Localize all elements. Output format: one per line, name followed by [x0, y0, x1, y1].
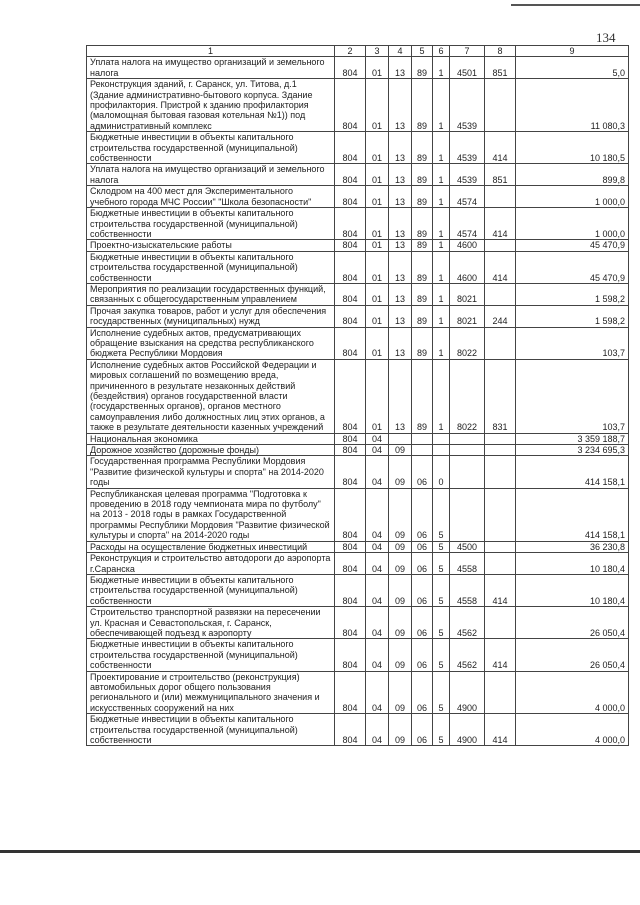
ministry-code: 804 — [335, 607, 366, 639]
subprogram-code: 1 — [433, 251, 450, 283]
program-code: 89 — [412, 283, 433, 305]
program-code: 89 — [412, 305, 433, 327]
subsection-code: 13 — [389, 359, 412, 433]
amount: 103,7 — [516, 359, 629, 433]
amount: 414 158,1 — [516, 456, 629, 488]
amount: 103,7 — [516, 327, 629, 359]
target-article-code — [450, 488, 485, 541]
table-row — [87, 164, 629, 186]
section-code: 04 — [366, 433, 389, 444]
budget-table — [86, 45, 629, 746]
row-description: Проектно-изыскательские работы — [87, 240, 335, 251]
section-code: 04 — [366, 714, 389, 746]
subsection-code: 13 — [389, 327, 412, 359]
target-article-code: 8021 — [450, 283, 485, 305]
section-code: 04 — [366, 541, 389, 552]
section-code: 01 — [366, 283, 389, 305]
ministry-code: 804 — [335, 671, 366, 714]
amount: 11 080,3 — [516, 79, 629, 132]
amount: 26 050,4 — [516, 639, 629, 671]
row-description: Бюджетные инвестиции в объекты капитального строительства государственной (муниципальной) собственности — [87, 574, 335, 606]
ministry-code: 804 — [335, 79, 366, 132]
subprogram-code: 5 — [433, 574, 450, 606]
header-cell: 9 — [516, 46, 629, 57]
amount: 1 598,2 — [516, 283, 629, 305]
table-row — [87, 574, 629, 606]
target-article-code: 4500 — [450, 541, 485, 552]
section-code: 01 — [366, 132, 389, 164]
expense-type-code — [485, 553, 516, 575]
program-code: 06 — [412, 574, 433, 606]
target-article-code: 4600 — [450, 251, 485, 283]
section-code: 04 — [366, 488, 389, 541]
table-row — [87, 57, 629, 79]
subsection-code: 09 — [389, 639, 412, 671]
amount: 10 180,5 — [516, 132, 629, 164]
target-article-code — [450, 445, 485, 456]
header-cell: 2 — [335, 46, 366, 57]
row-description: Бюджетные инвестиции в объекты капитального строительства государственной (муниципальной) собственности — [87, 251, 335, 283]
section-code: 01 — [366, 208, 389, 240]
expense-type-code: 851 — [485, 57, 516, 79]
section-code: 01 — [366, 79, 389, 132]
header-cell: 1 — [87, 46, 335, 57]
subprogram-code: 1 — [433, 327, 450, 359]
subsection-code: 13 — [389, 57, 412, 79]
section-code: 01 — [366, 327, 389, 359]
target-article-code: 8021 — [450, 305, 485, 327]
row-description: Бюджетные инвестиции в объекты капитального строительства государственной (муниципальной) собственности — [87, 208, 335, 240]
table-row — [87, 251, 629, 283]
table-row — [87, 714, 629, 746]
program-code: 89 — [412, 327, 433, 359]
ministry-code: 804 — [335, 208, 366, 240]
amount: 4 000,0 — [516, 671, 629, 714]
section-code: 04 — [366, 639, 389, 671]
ministry-code: 804 — [335, 488, 366, 541]
header-cell: 5 — [412, 46, 433, 57]
top-edge-rule — [511, 4, 640, 6]
expense-type-code: 831 — [485, 359, 516, 433]
expense-type-code: 414 — [485, 714, 516, 746]
amount: 1 000,0 — [516, 208, 629, 240]
ministry-code: 804 — [335, 359, 366, 433]
subprogram-code: 5 — [433, 541, 450, 552]
header-cell: 3 — [366, 46, 389, 57]
ministry-code: 804 — [335, 251, 366, 283]
subprogram-code: 0 — [433, 456, 450, 488]
subprogram-code: 1 — [433, 359, 450, 433]
row-description: Строительство транспортной развязки на пересечении ул. Красная и Севастопольская, г. Саранск, обеспечивающей подъезд к аэропорту — [87, 607, 335, 639]
program-code: 89 — [412, 79, 433, 132]
amount: 45 470,9 — [516, 240, 629, 251]
program-code: 06 — [412, 456, 433, 488]
table-row — [87, 639, 629, 671]
ministry-code: 804 — [335, 714, 366, 746]
amount: 1 000,0 — [516, 186, 629, 208]
subsection-code: 09 — [389, 445, 412, 456]
ministry-code: 804 — [335, 327, 366, 359]
subsection-code: 09 — [389, 541, 412, 552]
subprogram-code — [433, 433, 450, 444]
subsection-code: 13 — [389, 305, 412, 327]
target-article-code: 4574 — [450, 186, 485, 208]
table-row — [87, 359, 629, 433]
target-article-code: 4574 — [450, 208, 485, 240]
subprogram-code: 1 — [433, 164, 450, 186]
target-article-code: 8022 — [450, 327, 485, 359]
row-description: Исполнение судебных актов, предусматривающих обращение взыскания на средства республиканского бюджета Республики Мордовия — [87, 327, 335, 359]
bottom-edge-rule — [0, 850, 640, 853]
row-description: Республиканская целевая программа "Подготовка к проведению в 2018 году чемпионата мира по футболу" на 2013 - 2018 годы в рамках Государственной программы Республики Мордовия "Развитие физической культуры и спорта" на 2014-2020 годы — [87, 488, 335, 541]
subprogram-code: 1 — [433, 305, 450, 327]
row-description: Мероприятия по реализации государственных функций, связанных с общегосударственным управлением — [87, 283, 335, 305]
program-code: 89 — [412, 132, 433, 164]
subprogram-code: 5 — [433, 639, 450, 671]
section-code: 04 — [366, 456, 389, 488]
subsection-code: 09 — [389, 456, 412, 488]
section-code: 01 — [366, 251, 389, 283]
amount: 10 180,4 — [516, 553, 629, 575]
amount: 36 230,8 — [516, 541, 629, 552]
page-number: 134 — [596, 30, 616, 45]
expense-type-code: 414 — [485, 639, 516, 671]
table-row — [87, 671, 629, 714]
amount: 45 470,9 — [516, 251, 629, 283]
ministry-code: 804 — [335, 132, 366, 164]
expense-type-code — [485, 327, 516, 359]
row-description: Проектирование и строительство (реконструкция) автомобильных дорог общего пользования регионального и (или) межмуниципального значения и искусственных сооружений на них — [87, 671, 335, 714]
ministry-code: 804 — [335, 164, 366, 186]
subsection-code: 13 — [389, 164, 412, 186]
program-code: 06 — [412, 488, 433, 541]
header-cell: 7 — [450, 46, 485, 57]
subprogram-code: 1 — [433, 283, 450, 305]
expense-type-code: 414 — [485, 132, 516, 164]
section-code: 04 — [366, 607, 389, 639]
row-description: Национальная экономика — [87, 433, 335, 444]
table-row — [87, 283, 629, 305]
target-article-code — [450, 456, 485, 488]
header-cell: 4 — [389, 46, 412, 57]
table-body — [87, 46, 629, 746]
expense-type-code: 414 — [485, 574, 516, 606]
subsection-code: 13 — [389, 251, 412, 283]
table-row — [87, 208, 629, 240]
row-description: Исполнение судебных актов Российской Федерации и мировых соглашений по возмещению вреда, причиненного в результате незаконных действий (бездействия) органов государственной власти (государственных органов), органов местного самоуправления либо должностных лиц этих органов, а также в результате деятельности казенных учреждений — [87, 359, 335, 433]
subprogram-code: 5 — [433, 488, 450, 541]
table-row — [87, 186, 629, 208]
expense-type-code: 244 — [485, 305, 516, 327]
table-row — [87, 433, 629, 444]
target-article-code: 4539 — [450, 164, 485, 186]
table-row — [87, 327, 629, 359]
table-row — [87, 607, 629, 639]
table-row — [87, 488, 629, 541]
target-article-code: 4558 — [450, 553, 485, 575]
header-cell: 6 — [433, 46, 450, 57]
subprogram-code: 5 — [433, 607, 450, 639]
subprogram-code: 5 — [433, 671, 450, 714]
amount: 4 000,0 — [516, 714, 629, 746]
program-code: 06 — [412, 541, 433, 552]
expense-type-code — [485, 607, 516, 639]
section-code: 04 — [366, 553, 389, 575]
ministry-code: 804 — [335, 445, 366, 456]
table-row — [87, 456, 629, 488]
section-code: 01 — [366, 164, 389, 186]
expense-type-code — [485, 79, 516, 132]
program-code: 06 — [412, 714, 433, 746]
ministry-code: 804 — [335, 305, 366, 327]
ministry-code: 804 — [335, 57, 366, 79]
row-description: Бюджетные инвестиции в объекты капитального строительства государственной (муниципальной) собственности — [87, 132, 335, 164]
amount: 10 180,4 — [516, 574, 629, 606]
program-code: 89 — [412, 359, 433, 433]
ministry-code: 804 — [335, 186, 366, 208]
expense-type-code — [485, 240, 516, 251]
target-article-code: 4501 — [450, 57, 485, 79]
table-row — [87, 305, 629, 327]
subprogram-code — [433, 445, 450, 456]
target-article-code: 4562 — [450, 639, 485, 671]
subprogram-code: 1 — [433, 186, 450, 208]
subsection-code: 09 — [389, 574, 412, 606]
amount: 5,0 — [516, 57, 629, 79]
target-article-code: 4562 — [450, 607, 485, 639]
amount: 3 234 695,3 — [516, 445, 629, 456]
section-code: 04 — [366, 445, 389, 456]
table-row — [87, 79, 629, 132]
ministry-code: 804 — [335, 433, 366, 444]
subprogram-code: 1 — [433, 208, 450, 240]
subsection-code: 09 — [389, 553, 412, 575]
amount: 1 598,2 — [516, 305, 629, 327]
expense-type-code — [485, 488, 516, 541]
program-code: 06 — [412, 639, 433, 671]
target-article-code: 8022 — [450, 359, 485, 433]
target-article-code: 4558 — [450, 574, 485, 606]
ministry-code: 804 — [335, 639, 366, 671]
subprogram-code: 1 — [433, 132, 450, 164]
row-description: Расходы на осуществление бюджетных инвестиций — [87, 541, 335, 552]
program-code: 06 — [412, 553, 433, 575]
section-code: 04 — [366, 671, 389, 714]
target-article-code: 4539 — [450, 79, 485, 132]
subsection-code: 09 — [389, 607, 412, 639]
target-article-code — [450, 433, 485, 444]
section-code: 01 — [366, 305, 389, 327]
subsection-code: 09 — [389, 714, 412, 746]
row-description: Уплата налога на имущество организаций и земельного налога — [87, 57, 335, 79]
program-code: 06 — [412, 671, 433, 714]
expense-type-code — [485, 541, 516, 552]
subsection-code: 09 — [389, 671, 412, 714]
subsection-code: 09 — [389, 488, 412, 541]
target-article-code: 4600 — [450, 240, 485, 251]
subsection-code: 13 — [389, 186, 412, 208]
subsection-code: 13 — [389, 208, 412, 240]
row-description: Реконструкция зданий, г. Саранск, ул. Титова, д.1 (Здание административно-бытового корпуса. Здание профилактория. Пристрой к зданию профилактория (маломощная бытовая газовая котельная №1)) под административный комплекс — [87, 79, 335, 132]
subprogram-code: 1 — [433, 57, 450, 79]
row-description: Бюджетные инвестиции в объекты капитального строительства государственной (муниципальной) собственности — [87, 714, 335, 746]
table-row — [87, 132, 629, 164]
program-code: 89 — [412, 251, 433, 283]
section-code: 01 — [366, 240, 389, 251]
ministry-code: 804 — [335, 283, 366, 305]
ministry-code: 804 — [335, 456, 366, 488]
subprogram-code: 1 — [433, 79, 450, 132]
expense-type-code — [485, 456, 516, 488]
ministry-code: 804 — [335, 240, 366, 251]
subprogram-code: 5 — [433, 714, 450, 746]
program-code: 89 — [412, 57, 433, 79]
table-row — [87, 553, 629, 575]
subprogram-code: 1 — [433, 240, 450, 251]
table-row — [87, 541, 629, 552]
section-code: 01 — [366, 359, 389, 433]
subsection-code: 13 — [389, 79, 412, 132]
target-article-code: 4900 — [450, 671, 485, 714]
subsection-code — [389, 433, 412, 444]
ministry-code: 804 — [335, 553, 366, 575]
program-code: 06 — [412, 607, 433, 639]
ministry-code: 804 — [335, 574, 366, 606]
program-code — [412, 445, 433, 456]
table-row — [87, 240, 629, 251]
amount: 3 359 188,7 — [516, 433, 629, 444]
program-code: 89 — [412, 186, 433, 208]
table-row — [87, 445, 629, 456]
row-description: Уплата налога на имущество организаций и земельного налога — [87, 164, 335, 186]
program-code — [412, 433, 433, 444]
program-code: 89 — [412, 208, 433, 240]
expense-type-code — [485, 186, 516, 208]
ministry-code: 804 — [335, 541, 366, 552]
expense-type-code: 851 — [485, 164, 516, 186]
target-article-code: 4900 — [450, 714, 485, 746]
section-code: 04 — [366, 574, 389, 606]
program-code: 89 — [412, 164, 433, 186]
header-cell: 8 — [485, 46, 516, 57]
expense-type-code — [485, 433, 516, 444]
section-code: 01 — [366, 186, 389, 208]
expense-type-code: 414 — [485, 208, 516, 240]
row-description: Реконструкция и строительство автодороги до аэропорта г.Саранска — [87, 553, 335, 575]
row-description: Бюджетные инвестиции в объекты капитального строительства государственной (муниципальной) собственности — [87, 639, 335, 671]
subsection-code: 13 — [389, 283, 412, 305]
column-number-header-row — [87, 46, 629, 57]
expense-type-code: 414 — [485, 251, 516, 283]
subsection-code: 13 — [389, 240, 412, 251]
program-code: 89 — [412, 240, 433, 251]
section-code: 01 — [366, 57, 389, 79]
expense-type-code — [485, 283, 516, 305]
amount: 899,8 — [516, 164, 629, 186]
amount: 414 158,1 — [516, 488, 629, 541]
row-description: Государственная программа Республики Мордовия "Развитие физической культуры и спорта" на 2014-2020 годы — [87, 456, 335, 488]
expense-type-code — [485, 445, 516, 456]
subsection-code: 13 — [389, 132, 412, 164]
expense-type-code — [485, 671, 516, 714]
row-description: Дорожное хозяйство (дорожные фонды) — [87, 445, 335, 456]
target-article-code: 4539 — [450, 132, 485, 164]
amount: 26 050,4 — [516, 607, 629, 639]
row-description: Прочая закупка товаров, работ и услуг для обеспечения государственных (муниципальных) нужд — [87, 305, 335, 327]
subprogram-code: 5 — [433, 553, 450, 575]
row-description: Склодром на 400 мест для Экспериментального учебного города МЧС России" "Школа безопасности" — [87, 186, 335, 208]
